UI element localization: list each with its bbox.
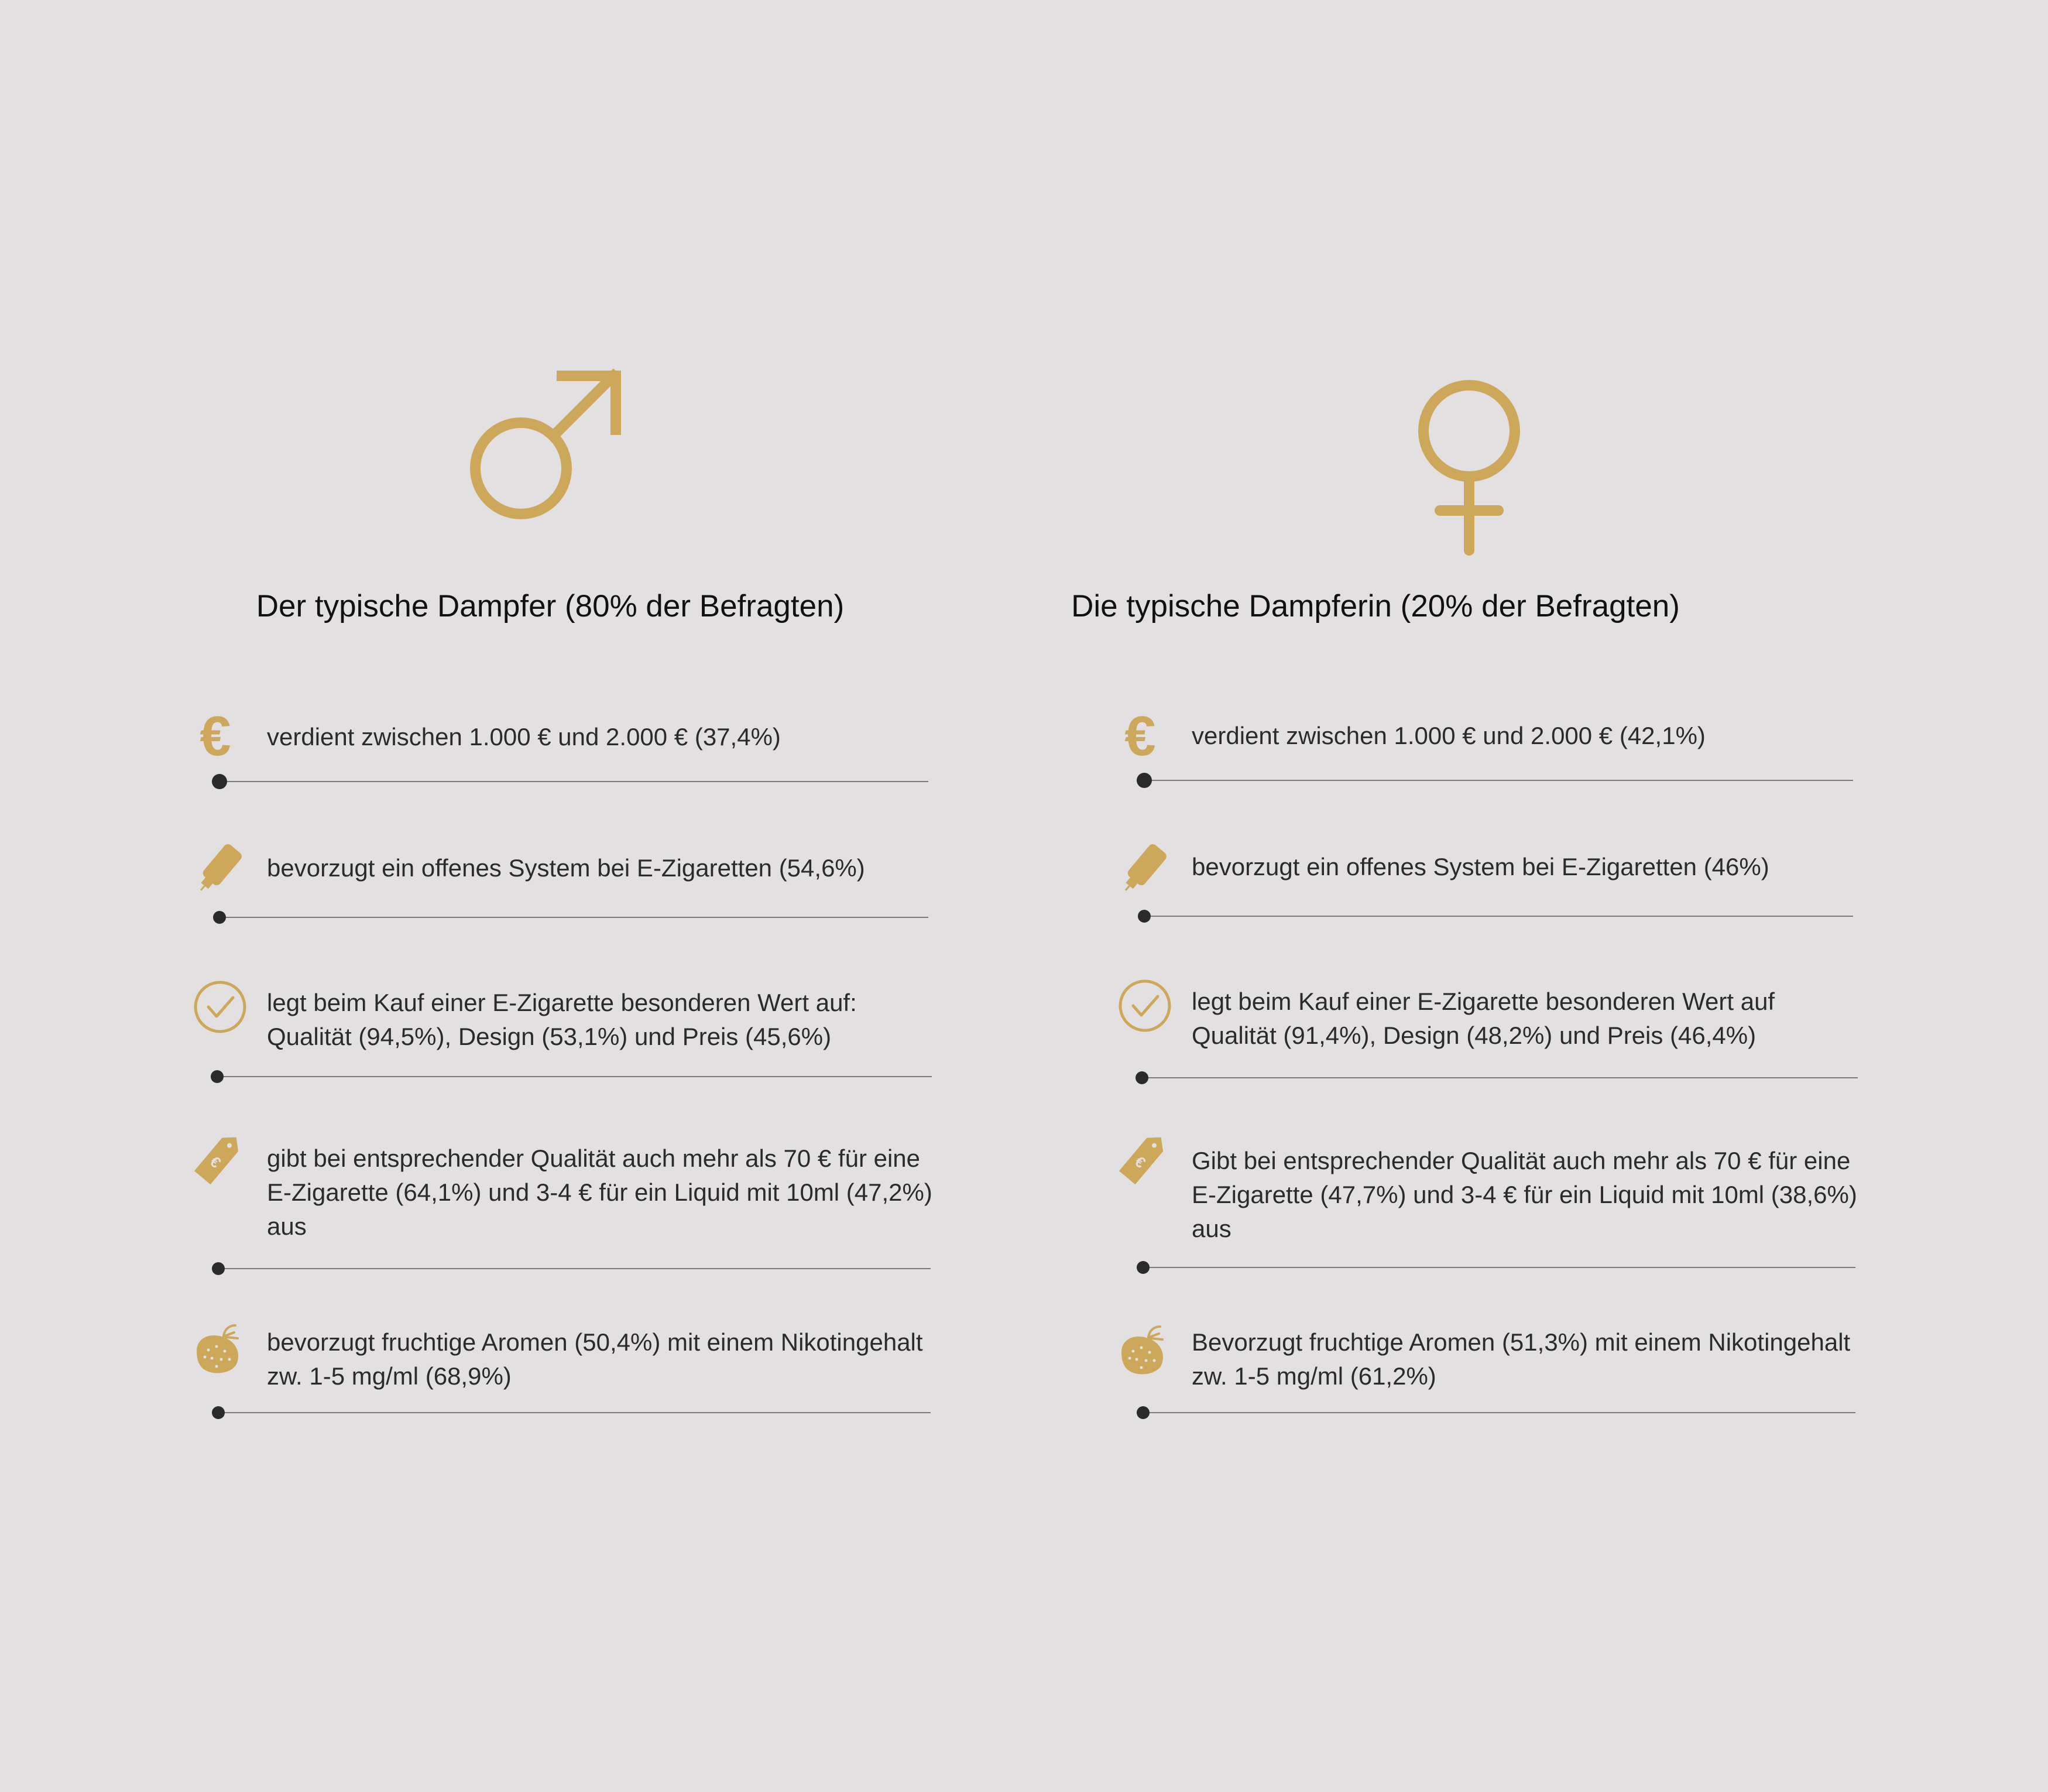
item-text: Bevorzugt fruchtige Aromen (51,3%) mit einem Nikotingehalt zw. 1-5 mg/ml (61,2%) — [1192, 1328, 1851, 1390]
item-text: bevorzugt fruchtige Aromen (50,4%) mit einem Nikotingehalt zw. 1-5 mg/ml (68,9%) — [267, 1328, 923, 1390]
divider-dot — [211, 1070, 224, 1083]
checkmark-circle-icon — [1117, 978, 1173, 1034]
female-symbol-icon — [1381, 369, 1557, 556]
item-text: legt beim Kauf einer E-Zigarette besonderen Wert auf: Qualität (94,5%), Design (53,1%) und Preis (45,6%) — [267, 989, 857, 1050]
price-tag-icon — [1116, 1130, 1172, 1186]
item-text: verdient zwischen 1.000 € und 2.000 € (37,4%) — [267, 723, 781, 751]
column-title: Die typische Dampferin (20% der Befragten) — [1071, 589, 1680, 623]
svg-text:€: € — [1131, 1152, 1150, 1172]
divider-dot — [1136, 1071, 1148, 1084]
svg-text:€: € — [1124, 707, 1156, 763]
male-column — [187, 0, 948, 1792]
item-divider — [1143, 1077, 1858, 1078]
divider-dot — [212, 1406, 225, 1419]
divider-dot — [1137, 773, 1152, 788]
female-column — [1071, 0, 1873, 1792]
price-tag-icon — [191, 1130, 247, 1186]
divider-dot — [212, 774, 227, 789]
item-text: Gibt bei entsprechender Qualität auch mehr als 70 € für eine E-Zigarette (47,7%) und 3-4 € für ein Liquid mit 10ml (38,6%) aus — [1192, 1147, 1857, 1242]
divider-dot — [1138, 910, 1151, 923]
item-text: verdient zwischen 1.000 € und 2.000 € (42,1%) — [1192, 722, 1706, 749]
checkmark-circle-icon — [192, 979, 248, 1035]
item-divider — [220, 781, 928, 782]
svg-text:€: € — [200, 707, 231, 763]
item-divider — [219, 1268, 931, 1269]
male-symbol-icon — [457, 369, 632, 556]
item-text: legt beim Kauf einer E-Zigarette besonderen Wert auf Qualität (91,4%), Design (48,2%) und Preis (46,4%) — [1192, 988, 1775, 1049]
euro-icon — [191, 707, 247, 763]
item-divider — [1144, 1267, 1855, 1268]
euro-icon — [1116, 707, 1172, 763]
item-text: bevorzugt ein offenes System bei E-Zigaretten (46%) — [1192, 853, 1769, 880]
item-text: gibt bei entsprechender Qualität auch mehr als 70 € für eine E-Zigarette (64,1%) und 3-4 € für ein Liquid mit 10ml (47,2%) aus — [267, 1145, 932, 1240]
column-title: Der typische Dampfer (80% der Befragten) — [256, 589, 845, 623]
liquid-bottle-icon — [1116, 841, 1172, 897]
item-divider — [220, 917, 928, 918]
divider-dot — [1137, 1406, 1150, 1419]
item-text: bevorzugt ein offenes System bei E-Zigaretten (54,6%) — [267, 854, 865, 882]
liquid-bottle-icon — [191, 841, 247, 897]
divider-dot — [212, 1262, 225, 1275]
item-divider — [218, 1076, 932, 1077]
divider-dot — [213, 911, 226, 924]
divider-dot — [1137, 1261, 1150, 1274]
item-divider — [219, 1412, 931, 1413]
item-divider — [1145, 780, 1853, 781]
item-divider — [1145, 916, 1853, 917]
strawberry-icon — [191, 1321, 247, 1377]
item-divider — [1144, 1412, 1855, 1413]
svg-text:€: € — [207, 1152, 225, 1172]
strawberry-icon — [1116, 1322, 1172, 1378]
